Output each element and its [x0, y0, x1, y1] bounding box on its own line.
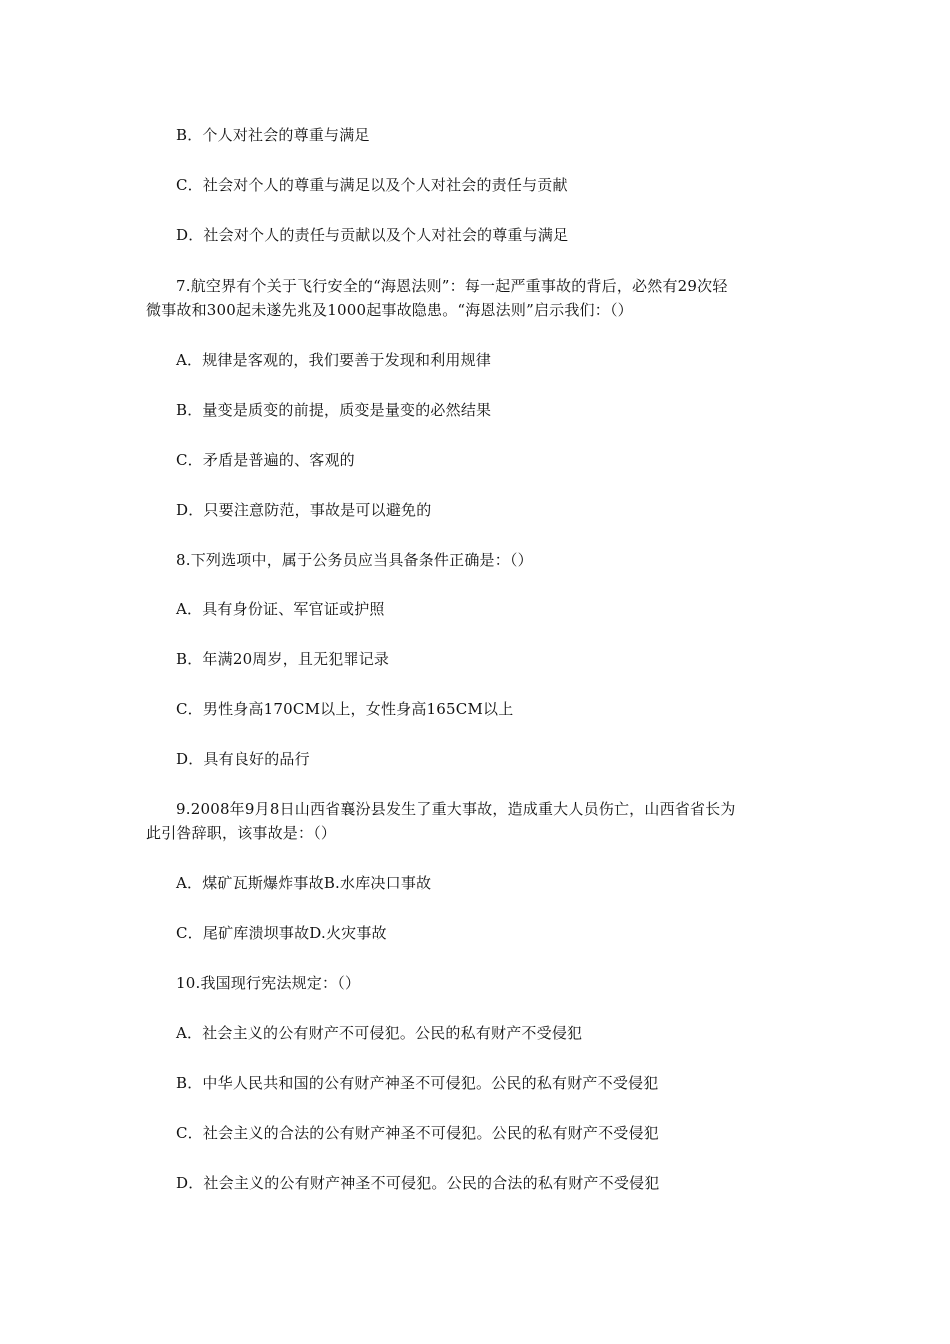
q8-option-c: C．男性身高170CM以上，女性身高165CM以上 [176, 700, 514, 718]
q9-option-ab: A．煤矿瓦斯爆炸事故B.水库决口事故 [176, 874, 432, 892]
q6-option-c: C．社会对个人的尊重与满足以及个人对社会的责任与贡献 [176, 176, 568, 194]
q8-option-d: D．具有良好的品行 [176, 750, 310, 768]
q7-option-a: A．规律是客观的，我们要善于发现和利用规律 [176, 351, 492, 369]
q8-stem: 8.下列选项中，属于公务员应当具备条件正确是：（） [176, 551, 533, 569]
q8-option-b: B．年满20周岁，且无犯罪记录 [176, 650, 390, 668]
q7-option-d: D．只要注意防范，事故是可以避免的 [176, 501, 432, 519]
q10-stem: 10.我国现行宪法规定：（） [176, 974, 361, 992]
q10-option-d: D．社会主义的公有财产神圣不可侵犯。公民的合法的私有财产不受侵犯 [176, 1174, 660, 1192]
q6-option-b: B．个人对社会的尊重与满足 [176, 126, 370, 144]
q10-option-c: C．社会主义的合法的公有财产神圣不可侵犯。公民的私有财产不受侵犯 [176, 1124, 659, 1142]
q9-stem-line2: 此引咎辞职，该事故是：（） [146, 824, 337, 842]
q9-option-cd: C．尾矿库溃坝事故D.火灾事故 [176, 924, 387, 942]
q7-stem-line1: 7.航空界有个关于飞行安全的“海恩法则”：每一起严重事故的背后，必然有29次轻 [176, 277, 728, 295]
q7-stem-line2: 微事故和300起未遂先兆及1000起事故隐患。“海恩法则”启示我们：（） [146, 301, 633, 319]
q10-option-b: B．中华人民共和国的公有财产神圣不可侵犯。公民的私有财产不受侵犯 [176, 1074, 659, 1092]
q8-option-a: A．具有身份证、军官证或护照 [176, 600, 385, 618]
q6-option-d: D．社会对个人的责任与贡献以及个人对社会的尊重与满足 [176, 226, 569, 244]
q7-option-c: C．矛盾是普遍的、客观的 [176, 451, 355, 469]
q7-option-b: B．量变是质变的前提，质变是量变的必然结果 [176, 401, 492, 419]
q10-option-a: A．社会主义的公有财产不可侵犯。公民的私有财产不受侵犯 [176, 1024, 583, 1042]
q9-stem-line1: 9.2008年9月8日山西省襄汾县发生了重大事故，造成重大人员伤亡，山西省省长为 [176, 800, 736, 818]
